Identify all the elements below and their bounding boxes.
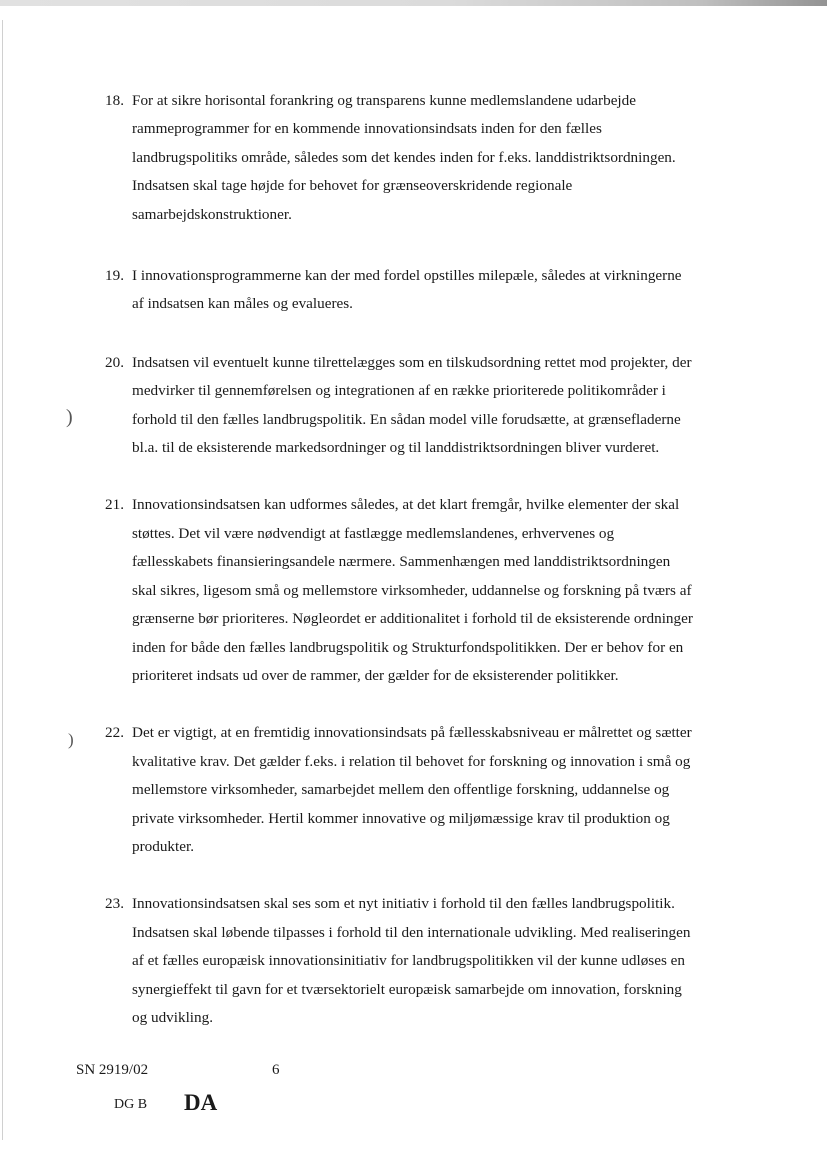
paragraph-line: For at sikre horisontal forankring og transparens kunne medlemslandene udarbejde [132, 92, 636, 109]
paragraph-line: forhold til den fælles landbrugspolitik. En sådan model ville forudsætte, at grænsefladerne [132, 410, 681, 428]
paragraph-line: rammeprogrammer for en kommende innovationsindsats inden for den fælles [132, 120, 602, 138]
scan-edge-top [0, 0, 827, 6]
paragraph-19 [105, 262, 765, 319]
paragraph-22 [105, 719, 765, 861]
paragraph-line: produkter. [132, 837, 195, 855]
document-reference: SN 2919/02 [76, 1062, 149, 1078]
paragraph-23 [105, 890, 765, 1032]
paragraph-line: kvalitative krav. Det gælder f.eks. i relation til behovet for forskning og innovation i små og [132, 752, 691, 770]
paragraph-line: inden for både den fælles landbrugspolitik og Strukturfondspolitikken. Der er behov for en [132, 638, 684, 656]
page-number: 6 [272, 1062, 280, 1078]
directorate-code: DG B [114, 1097, 148, 1112]
paragraph-line: grænserne bør prioriteres. Nøgleordet er additionalitet i forhold til de eksisterende ordninger [132, 610, 693, 628]
language-code: DA [184, 1090, 218, 1115]
paragraph-line: Indsatsen skal løbende tilpasses i forhold til den internationale udvikling. Med realiseringen [132, 923, 691, 941]
paragraph-line: Innovationsindsatsen kan udformes således, at det klart fremgår, hvilke elementer der skal [132, 496, 680, 514]
margin-bracket-mark: ) [66, 406, 73, 428]
paragraph-line: I innovationsprogrammerne kan der med fordel opstilles milepæle, således at virkningerne [132, 267, 682, 285]
paragraph-line: skal sikres, ligesom små og mellemstore virksomheder, uddannelse og forskning på tværs af [132, 581, 692, 599]
paragraph-number: 20. [105, 353, 124, 371]
scan-edge-left [2, 20, 3, 1140]
document-body [105, 87, 765, 1032]
paragraph-line: støttes. Det vil være nødvendigt at fastlægge medlemslandenes, erhvervenes og [132, 524, 615, 542]
margin-bracket-mark: ) [68, 730, 74, 749]
paragraph-21 [105, 491, 765, 690]
paragraph-number: 18. [105, 92, 124, 109]
paragraph-18 [105, 87, 765, 229]
paragraph-line: samarbejdskonstruktioner. [132, 205, 292, 223]
paragraph-line: private virksomheder. Hertil kommer innovative og miljømæssige krav til produktion og [132, 809, 670, 827]
paragraph-line: af et fælles europæisk innovationsinitiativ for landbrugspolitikken vil der kunne udløses en [132, 952, 685, 970]
paragraph-number: 23. [105, 895, 124, 913]
paragraph-number: 19. [105, 267, 124, 285]
paragraph-20 [105, 349, 765, 463]
paragraph-line: Det er vigtigt, at en fremtidig innovationsindsats på fællesskabsniveau er målrettet og sætter [132, 724, 692, 742]
paragraph-line: mellemstore virksomheder, samarbejdet mellem den offentlige forskning, uddannelse og [132, 781, 670, 799]
paragraph-line: synergieffekt til gavn for et tværsektorielt europæisk samarbejde om innovation, forskning [132, 980, 682, 998]
paragraph-line: bl.a. til de eksisterende markedsordninger og til landdistriktsordningen bliver vurderet. [132, 439, 660, 457]
paragraph-line: Innovationsindsatsen skal ses som et nyt initiativ i forhold til den fælles landbrugspolitik. [132, 895, 675, 913]
paragraph-line: af indsatsen kan måles og evalueres. [132, 295, 353, 313]
paragraph-line: Indsatsen skal tage højde for behovet for grænseoverskridende regionale [132, 177, 573, 195]
paragraph-line: og udvikling. [132, 1008, 214, 1026]
paragraph-line: fællesskabets finansieringsandele nærmere. Sammenhængen med landdistriktsordningen [132, 553, 671, 571]
paragraph-line: Indsatsen vil eventuelt kunne tilrettelægges som en tilskudsordning rettet mod projekter, der [132, 353, 692, 371]
paragraph-line: medvirker til gennemførelsen og integrationen af en række prioriterede politikområder i [132, 382, 666, 400]
paragraph-line: prioriteret indsats ud over de rammer, der gælder for de eksisterender politikker. [132, 666, 619, 684]
paragraph-number: 21. [105, 496, 124, 514]
paragraph-number: 22. [105, 724, 124, 742]
paragraph-line: landbrugspolitiks område, således som det kendes inden for f.eks. landdistriktsordningen. [132, 148, 676, 166]
